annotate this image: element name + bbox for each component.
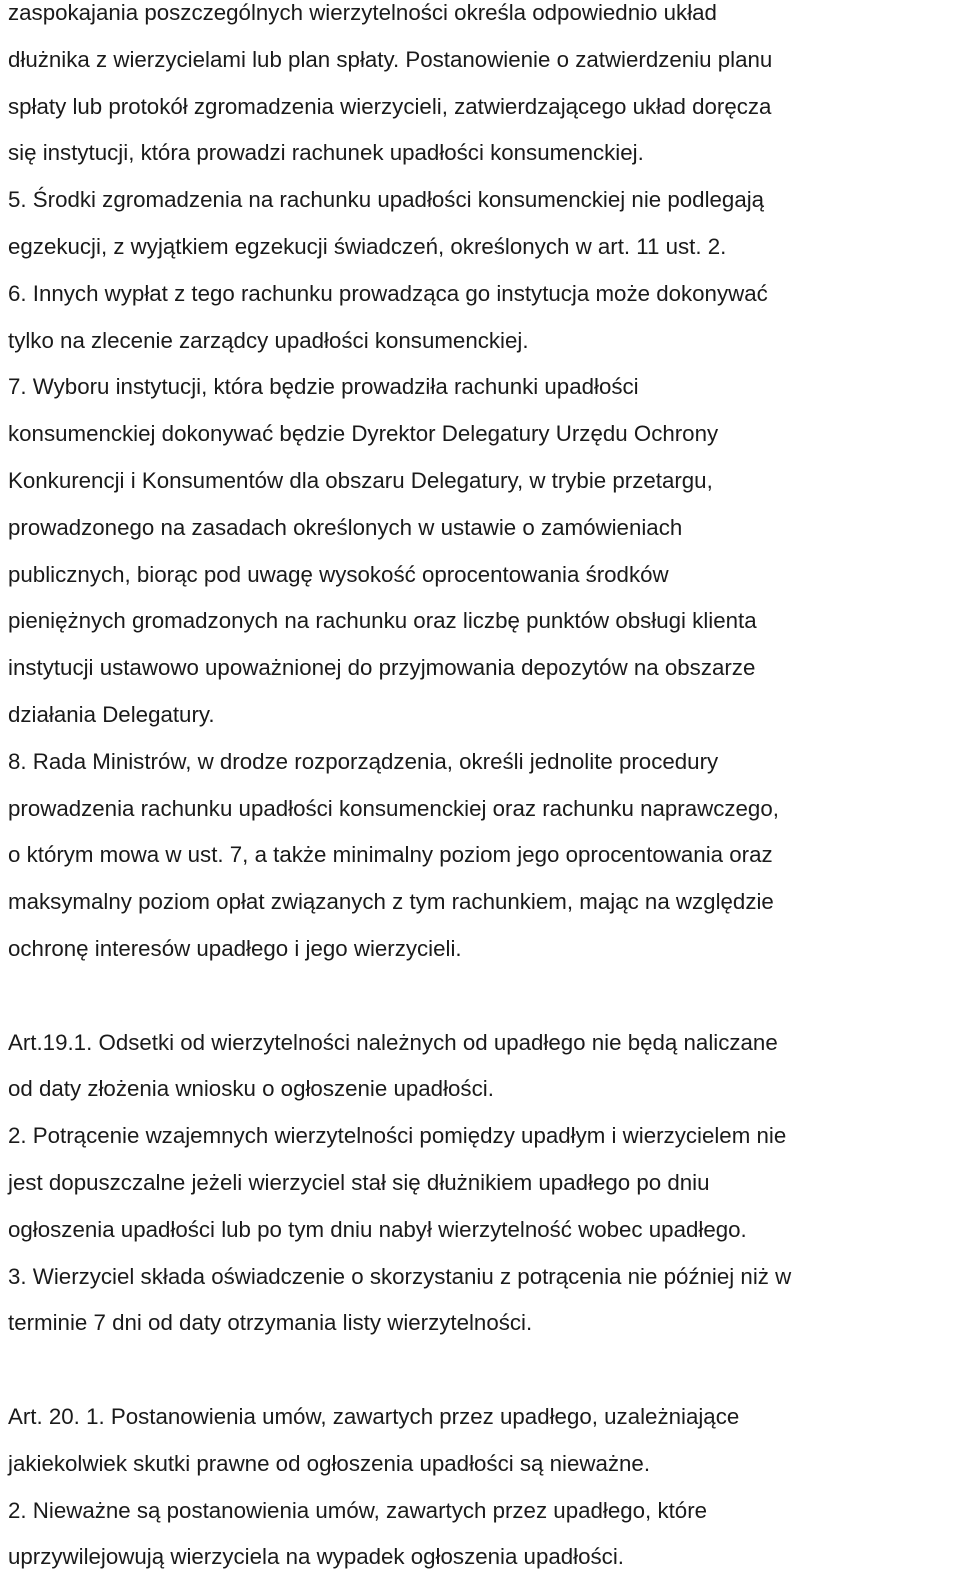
text-line: prowadzonego na zasadach określonych w ustawie o zamówieniach: [8, 514, 683, 540]
text-line: egzekucji, z wyjątkiem egzekucji świadczeń, określonych w art. 11 ust. 2.: [8, 233, 727, 259]
text-line: 5. Środki zgromadzenia na rachunku upadłości konsumenckiej nie podlegają: [8, 187, 765, 213]
text-line: ogłoszenia upadłości lub po tym dniu nabył wierzytelność wobec upadłego.: [8, 1216, 747, 1242]
text-block-art-18: [8, 0, 953, 973]
text-block-art-19: [8, 1020, 953, 1348]
text-line: o którym mowa w ust. 7, a także minimalny poziom jego oprocentowania oraz: [8, 842, 773, 868]
text-line: zaspokajania poszczególnych wierzytelności określa odpowiednio układ: [8, 0, 717, 25]
text-line: 8. Rada Ministrów, w drodze rozporządzenia, określi jednolite procedury: [8, 748, 719, 774]
text-line: 2. Nieważne są postanowienia umów, zawartych przez upadłego, które: [8, 1497, 708, 1523]
text-line: maksymalny poziom opłat związanych z tym rachunkiem, mając na względzie: [8, 889, 774, 915]
text-line: Art. 20. 1. Postanowienia umów, zawartych przez upadłego, uzależniające: [8, 1403, 740, 1429]
text-line: 3. Wierzyciel składa oświadczenie o skorzystaniu z potrącenia nie później niż w: [8, 1263, 792, 1289]
text-line: jest dopuszczalne jeżeli wierzyciel stał się dłużnikiem upadłego po dniu: [8, 1169, 710, 1195]
text-line: od daty złożenia wniosku o ogłoszenie upadłości.: [8, 1076, 494, 1102]
text-line: działania Delegatury.: [8, 701, 215, 727]
text-line: instytucji ustawowo upoważnionej do przyjmowania depozytów na obszarze: [8, 655, 756, 681]
text-line: tylko na zlecenie zarządcy upadłości konsumenckiej.: [8, 327, 529, 353]
text-line: uprzywilejowują wierzyciela na wypadek ogłoszenia upadłości.: [8, 1544, 624, 1570]
text-line: prowadzenia rachunku upadłości konsumenckiej oraz rachunku naprawczego,: [8, 795, 779, 821]
text-line: konsumenckiej dokonywać będzie Dyrektor Delegatury Urzędu Ochrony: [8, 421, 719, 447]
text-line: pieniężnych gromadzonych na rachunku oraz liczbę punktów obsługi klienta: [8, 608, 757, 634]
paragraph-gap: [8, 1347, 953, 1394]
text-line: dłużnika z wierzycielami lub plan spłaty. Postanowienie o zatwierdzeniu planu: [8, 46, 773, 72]
text-line: 7. Wyboru instytucji, która będzie prowadziła rachunki upadłości: [8, 374, 639, 400]
text-line: 6. Innych wypłat z tego rachunku prowadząca go instytucja może dokonywać: [8, 280, 768, 306]
text-line: terminie 7 dni od daty otrzymania listy wierzytelności.: [8, 1310, 533, 1336]
text-line: jakiekolwiek skutki prawne od ogłoszenia upadłości są nieważne.: [8, 1450, 651, 1476]
text-line: 2. Potrącenie wzajemnych wierzytelności pomiędzy upadłym i wierzycielem nie: [8, 1123, 787, 1149]
text-line: Art.19.1. Odsetki od wierzytelności należnych od upadłego nie będą naliczane: [8, 1029, 778, 1055]
text-line: ochronę interesów upadłego i jego wierzycieli.: [8, 935, 462, 961]
text-line: Konkurencji i Konsumentów dla obszaru Delegatury, w trybie przetargu,: [8, 467, 713, 493]
document-page: [8, 0, 953, 1581]
text-line: się instytucji, która prowadzi rachunek upadłości konsumenckiej.: [8, 140, 644, 166]
text-line: spłaty lub protokół zgromadzenia wierzycieli, zatwierdzającego układ doręcza: [8, 93, 772, 119]
text-line: publicznych, biorąc pod uwagę wysokość oprocentowania środków: [8, 561, 669, 587]
paragraph-gap: [8, 973, 953, 1020]
text-block-art-20: [8, 1394, 953, 1581]
